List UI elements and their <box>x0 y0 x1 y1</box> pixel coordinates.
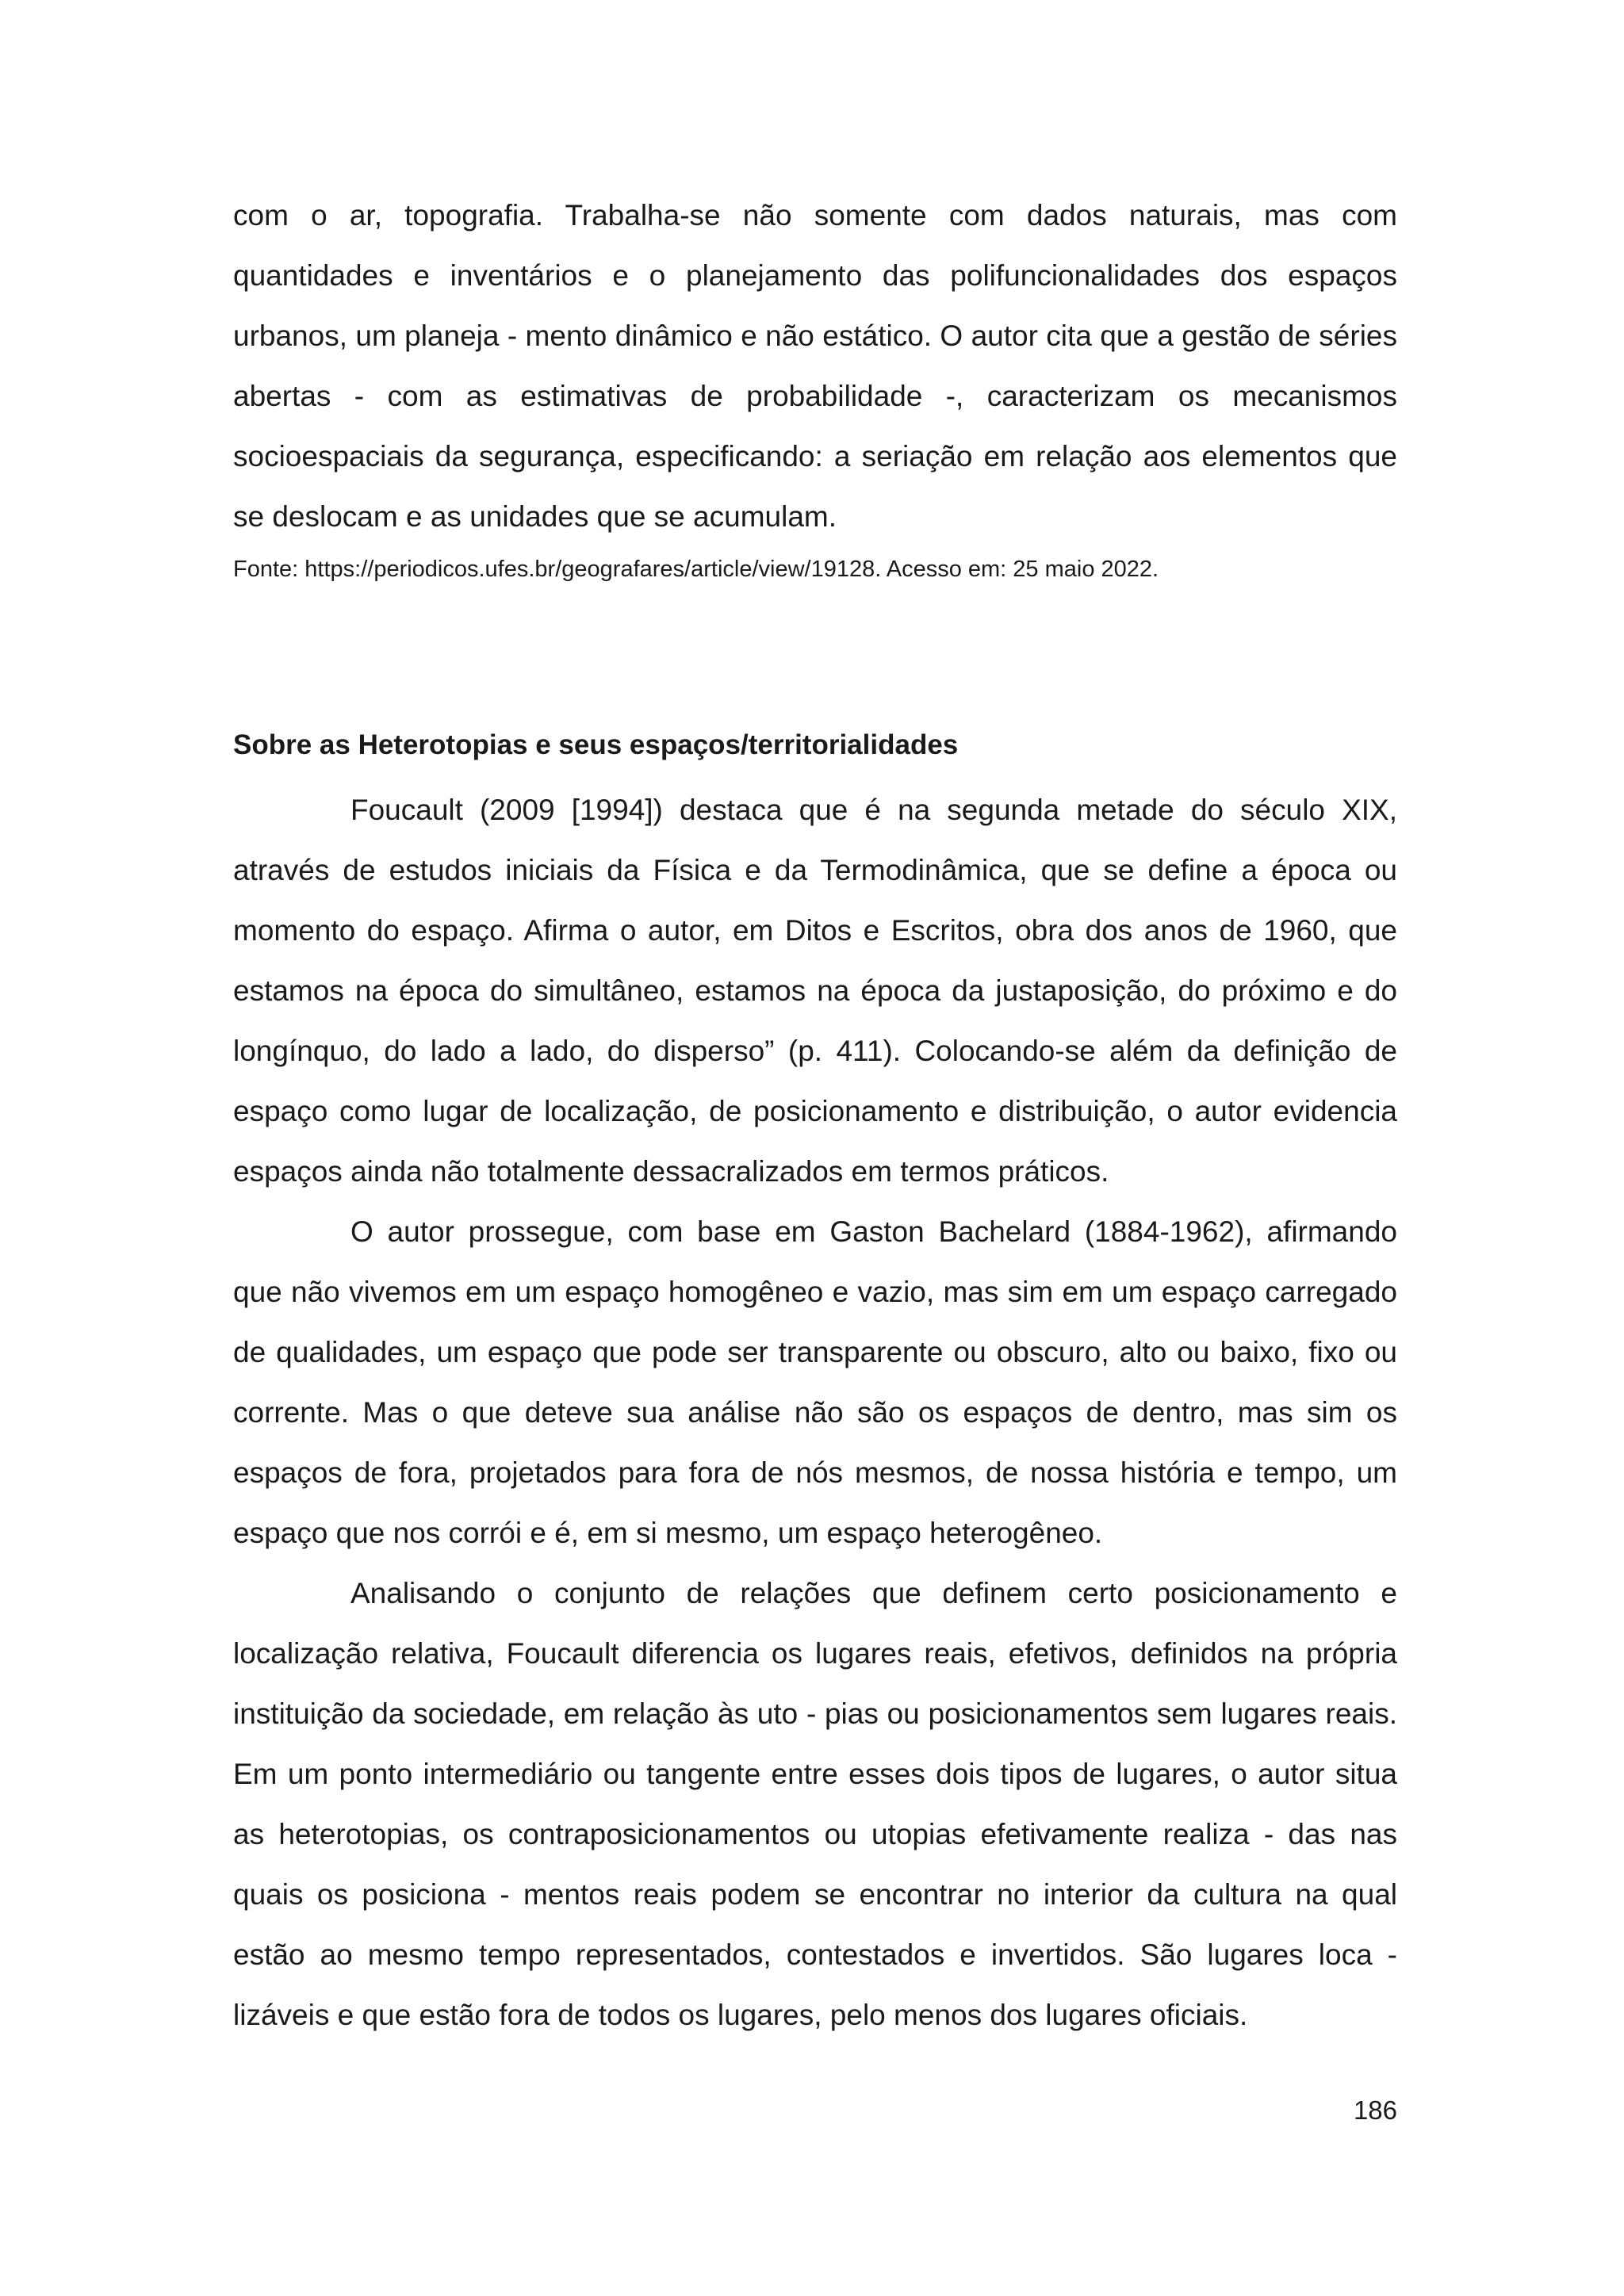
body-paragraph-1: Foucault (2009 [1994]) destaca que é na segunda metade do século XIX, através de estudos iniciais da Física e da Termodinâmica, que se define a época ou momento do espaço. Afirma o autor, em Ditos e Escritos, obra dos anos de 1960, que estamos na época do simultâneo, estamos na época da justaposição, do próximo e do longínquo, do lado a lado, do disperso” (p. 411). Colocando-se além da definição de espaço como lugar de localização, de posicionamento e distribuição, o autor evidencia espaços ainda não totalmente dessacralizados em termos práticos. <box>233 794 1397 1188</box>
body-paragraph-3: Analisando o conjunto de relações que definem certo posicionamento e localização relativa, Foucault diferencia os lugares reais, efetivos, definidos na própria instituição da sociedade, em relação às uto - pias ou posicionamentos sem lugares reais. Em um ponto intermediário ou tangente entre esses dois tipos de lugares, o autor situa as heterotopias, os contraposicionamentos ou utopias efetivamente realiza - das nas quais os posiciona - mentos reais podem se encontrar no interior da cultura na qual estão ao mesmo tempo representados, contestados e invertidos. São lugares loca - lizáveis e que estão fora de todos os lugares, pelo menos dos lugares oficiais. <box>233 1577 1397 2031</box>
section-heading: Sobre as Heterotopias e seus espaços/territorialidades <box>233 729 959 760</box>
continued-paragraph: com o ar, topografia. Trabalha-se não somente com dados naturais, mas com quantidades e inventários e o planejamento das polifuncionalidades dos espaços urbanos, um planeja - mento dinâmico e não estático. O autor cita que a gestão de séries abertas - com as estimativas de probabilidade -, caracterizam os mecanismos socioespaciais da segurança, especificando: a seriação em relação aos elementos que se deslocam e as unidades que se acumulam. <box>233 199 1397 533</box>
source-note: Fonte: https://periodicos.ufes.br/geografares/article/view/19128. Acesso em: 25 maio 2022. <box>233 557 1159 582</box>
document-page <box>233 0 1397 2296</box>
page-number: 186 <box>1353 2095 1397 2125</box>
continued-paragraph-block <box>233 186 1397 547</box>
body-paragraph-2: O autor prossegue, com base em Gaston Bachelard (1884-1962), afirmando que não vivemos em um espaço homogêneo e vazio, mas sim em um espaço carregado de qualidades, um espaço que pode ser transparente ou obscuro, alto ou baixo, fixo ou corrente. Mas o que deteve sua análise não são os espaços de dentro, mas sim os espaços de fora, projetados para fora de nós mesmos, de nossa história e tempo, um espaço que nos corrói e é, em si mesmo, um espaço heterogêneo. <box>233 1215 1397 1549</box>
section-body <box>233 780 1397 2045</box>
